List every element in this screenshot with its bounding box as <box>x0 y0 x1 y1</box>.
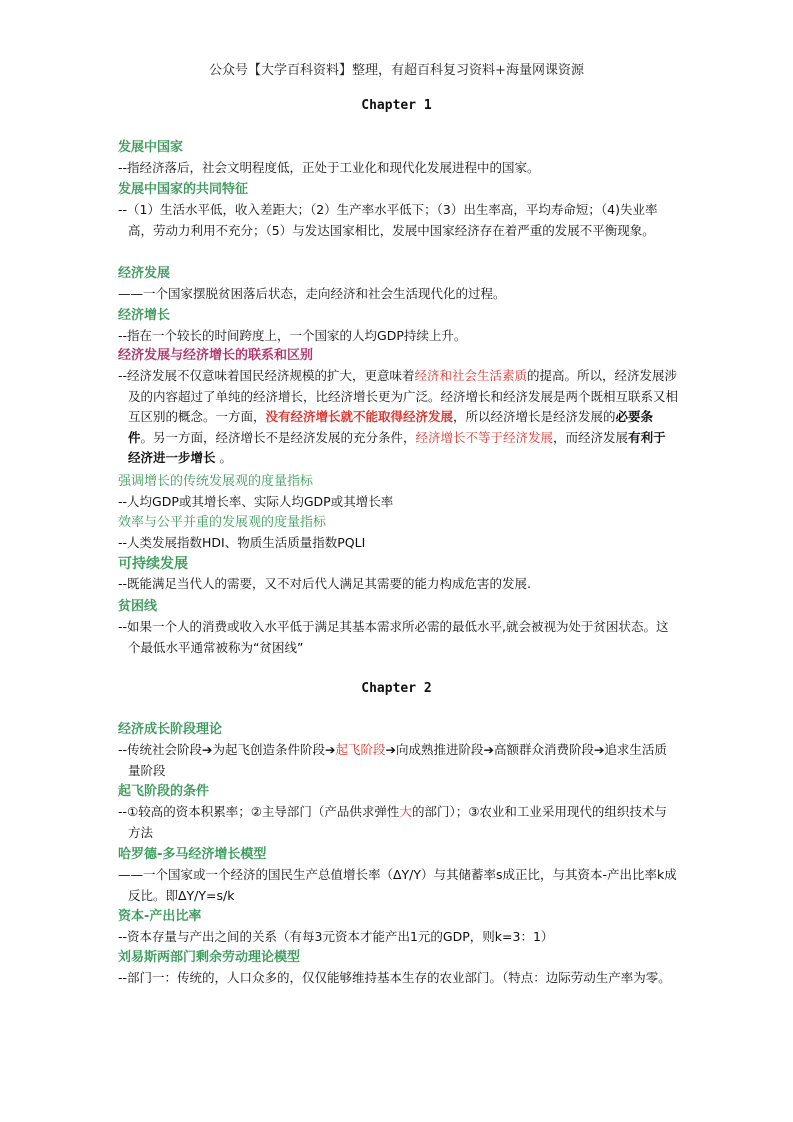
section-capital-output-ratio <box>118 907 678 948</box>
section-body <box>118 740 678 781</box>
section-common-features <box>118 180 678 241</box>
section-body: --既能满足当代人的需要，又不对后代人满足其需要的能力构成危害的发展. <box>118 576 531 591</box>
highlight-text: 经济增长不等于经济发展 <box>415 429 554 445</box>
text-run: ，而经济发展 <box>553 429 629 445</box>
section-developing-country <box>118 138 678 179</box>
highlight-text: 没有经济增长就不能取得经济发展 <box>265 409 454 424</box>
chapter-1-title: Chapter 1 <box>361 98 432 113</box>
text-run: 的部门）；③农业和工业采用现代的组织技术与方法 <box>128 804 667 840</box>
section-takeoff-conditions <box>118 782 678 843</box>
section-poverty-line <box>118 597 678 658</box>
section-heading: 经济成长阶段理论 <box>118 722 223 737</box>
section-body <box>118 802 678 843</box>
text-run: ，所以经济增长是经济发展的 <box>453 409 616 424</box>
bold-text: 有利于经济进一步增长 <box>128 429 666 465</box>
section-body: ——一个国家或一个经济的国民生产总值增长率（ΔY/Y）与其储蓄率s成正比，与其资本-产出比率k成反比。即ΔY/Y=s/k <box>118 867 677 903</box>
section-body: --如果一个人的消费或收入水平低于满足其基本需求所必需的最低水平,就会被视为处于贫困状态。这个最低水平通常被称为“贫困线” <box>118 619 669 655</box>
section-body: --（1）生活水平低，收入差距大；（2）生产率水平低下；（3）出生率高，平均寿命短；（4)失业率高，劳动力利用不充分；（5）与发达国家相比，发展中国家经济存在着严重的发展不平衡现象。 <box>118 202 658 238</box>
text-run: 的提高。所以，经济发展涉及的内容超过了单纯的经济增长，比经济增长更为广泛。经济增长和经济发展是两个既相互联系又相互区别的概念。一方面， <box>128 368 679 424</box>
section-economic-development <box>118 264 678 305</box>
section-equity-indicators <box>118 513 678 554</box>
highlight-text: 经济和社会生活素质 <box>414 368 528 383</box>
section-body: --指经济落后，社会文明程度低，正处于工业化和现代化发展进程中的国家。 <box>118 160 540 175</box>
text-run: --经济发展不仅意味着国民经济规模的扩大，更意味着 <box>118 368 415 383</box>
section-body: --资本存量与产出之间的关系（有每3元资本才能产出1元的GDP，则k=3：1） <box>118 929 554 944</box>
section-heading: 哈罗德-多马经济增长模型 <box>118 847 267 862</box>
section-heading: 贫困线 <box>118 599 158 614</box>
section-heading: 起飞阶段的条件 <box>118 784 210 799</box>
section-lewis-model <box>118 948 678 989</box>
section-heading: 可持续发展 <box>118 556 188 572</box>
section-heading: 发展中国家的共同特征 <box>118 182 249 197</box>
page-header: 公众号【大学百科资料】整理，有超百科复习资料+海量网课资源 <box>209 63 584 78</box>
section-heading: 经济发展与经济增长的联系和区别 <box>118 348 314 363</box>
section-traditional-indicators <box>118 472 678 513</box>
section-body: --指在一个较长的时间跨度上，一个国家的人均GDP持续上升。 <box>118 328 467 343</box>
section-body: --人类发展指数HDI、物质生活质量指数PQLI <box>118 535 366 550</box>
section-growth-stages <box>118 720 678 781</box>
section-body <box>118 366 678 469</box>
section-heading: 效率与公平并重的发展观的度量指标 <box>118 515 327 530</box>
bold-text: 必要条件 <box>128 409 654 445</box>
section-heading: 资本-产出比率 <box>118 909 202 924</box>
text-run: 。另一方面，经济增长不是经济发展的充分条件， <box>140 429 416 445</box>
section-heading: 发展中国家 <box>118 140 184 155</box>
text-run: --①较高的资本积累率；②主导部门（产品供求弹性 <box>118 804 400 819</box>
section-body: --部门一：传统的，人口众多的，仅仅能够维持基本生存的农业部门。（特点：边际劳动生产率为零。 <box>118 970 671 985</box>
section-heading: 经济发展 <box>118 266 171 281</box>
section-body: --人均GDP或其增长率、实际人均GDP或其增长率 <box>118 494 394 509</box>
section-body: ——一个国家摆脱贫困落后状态，走向经济和社会生活现代化的过程。 <box>118 286 506 301</box>
section-sustainable-development <box>118 554 678 595</box>
highlight-text: 起飞阶段 <box>335 742 386 757</box>
text-run: ➔向成熟推进阶段➔高额群众消费阶段➔追求生活质量阶段 <box>128 742 667 778</box>
highlight-text: 大 <box>399 804 412 819</box>
chapter-2-title: Chapter 2 <box>361 681 432 696</box>
section-heading: 强调增长的传统发展观的度量指标 <box>118 474 314 489</box>
section-harrod-domar <box>118 845 678 906</box>
section-heading: 经济增长 <box>118 308 171 323</box>
section-economic-growth <box>118 306 678 347</box>
text-run: --传统社会阶段➔为起飞创造条件阶段➔ <box>118 742 336 757</box>
section-development-vs-growth <box>118 346 678 469</box>
section-heading: 刘易斯两部门剩余劳动理论模型 <box>118 950 301 965</box>
text-run: 。 <box>215 450 232 465</box>
